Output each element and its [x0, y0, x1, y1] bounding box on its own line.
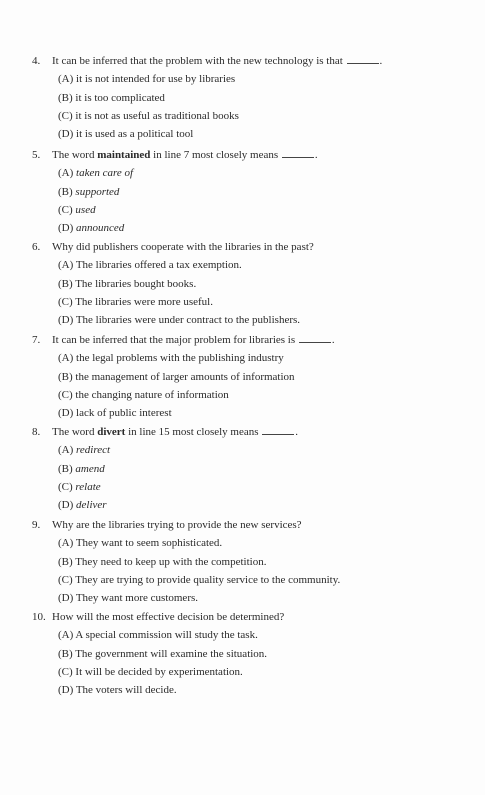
- option-d: (D) The voters will decide.: [58, 684, 177, 697]
- option-b: (B) They need to keep up with the competition.: [58, 555, 267, 568]
- answer-blank: [347, 54, 379, 64]
- option-b: (B) supported: [58, 185, 120, 198]
- question-text: The word divert in line 15 most closely means .: [52, 426, 299, 438]
- option-c: (C) used: [58, 203, 96, 216]
- answer-blank: [262, 425, 294, 435]
- question-number: 6.: [32, 241, 41, 253]
- option-d: (D) it is used as a political tool: [58, 128, 194, 141]
- option-a: (A) the legal problems with the publishing industry: [58, 352, 284, 365]
- option-d: (D) lack of public interest: [58, 407, 172, 420]
- option-d: (D) They want more customers.: [58, 592, 199, 605]
- question-6: [32, 238, 472, 329]
- question-7: [32, 331, 472, 422]
- question-text: Why are the libraries trying to provide the new services?: [52, 519, 302, 531]
- question-text: How will the most effective decision be determined?: [52, 611, 285, 623]
- question-number: 10.: [32, 611, 46, 623]
- question-number: 4.: [32, 55, 41, 67]
- question-text: The word maintained in line 7 most closely means .: [52, 149, 318, 161]
- question-10: [32, 608, 472, 699]
- option-a: (A) A special commission will study the task.: [58, 629, 258, 642]
- question-text: It can be inferred that the major problem for libraries is .: [52, 334, 335, 346]
- option-a: (A) redirect: [58, 444, 111, 457]
- question-text: It can be inferred that the problem with the new technology is that .: [52, 55, 383, 67]
- option-c: (C) The libraries were more useful.: [58, 295, 213, 308]
- option-b: (B) amend: [58, 462, 105, 475]
- option-a: (A) They want to seem sophisticated.: [58, 537, 223, 550]
- question-number: 9.: [32, 519, 41, 531]
- option-d: (D) deliver: [58, 499, 107, 512]
- answer-blank: [299, 333, 331, 343]
- question-number: 8.: [32, 426, 41, 438]
- question-number: 5.: [32, 149, 41, 161]
- question-9: [32, 516, 472, 607]
- option-c: (C) it is not as useful as traditional books: [58, 109, 239, 122]
- question-5: [32, 146, 472, 237]
- option-c: (C) They are trying to provide quality service to the community.: [58, 573, 341, 586]
- question-text: Why did publishers cooperate with the libraries in the past?: [52, 241, 314, 253]
- option-c: (C) It will be decided by experimentation.: [58, 665, 243, 678]
- option-b: (B) The government will examine the situation.: [58, 647, 268, 660]
- option-b: (B) The libraries bought books.: [58, 277, 197, 290]
- option-a: (A) it is not intended for use by libraries: [58, 73, 236, 86]
- option-d: (D) The libraries were under contract to the publishers.: [58, 314, 301, 327]
- option-b: (B) the management of larger amounts of information: [58, 370, 295, 383]
- option-c: (C) relate: [58, 480, 101, 493]
- option-a: (A) The libraries offered a tax exemption.: [58, 259, 242, 272]
- vocab-word: divert: [97, 426, 126, 438]
- question-8: [32, 423, 472, 514]
- option-d: (D) announced: [58, 222, 125, 235]
- option-c: (C) the changing nature of information: [58, 388, 229, 401]
- answer-blank: [282, 148, 314, 158]
- option-b: (B) it is too complicated: [58, 91, 165, 104]
- question-4: [32, 52, 472, 143]
- question-number: 7.: [32, 334, 41, 346]
- option-a: (A) taken care of: [58, 167, 134, 180]
- vocab-word: maintained: [97, 149, 151, 161]
